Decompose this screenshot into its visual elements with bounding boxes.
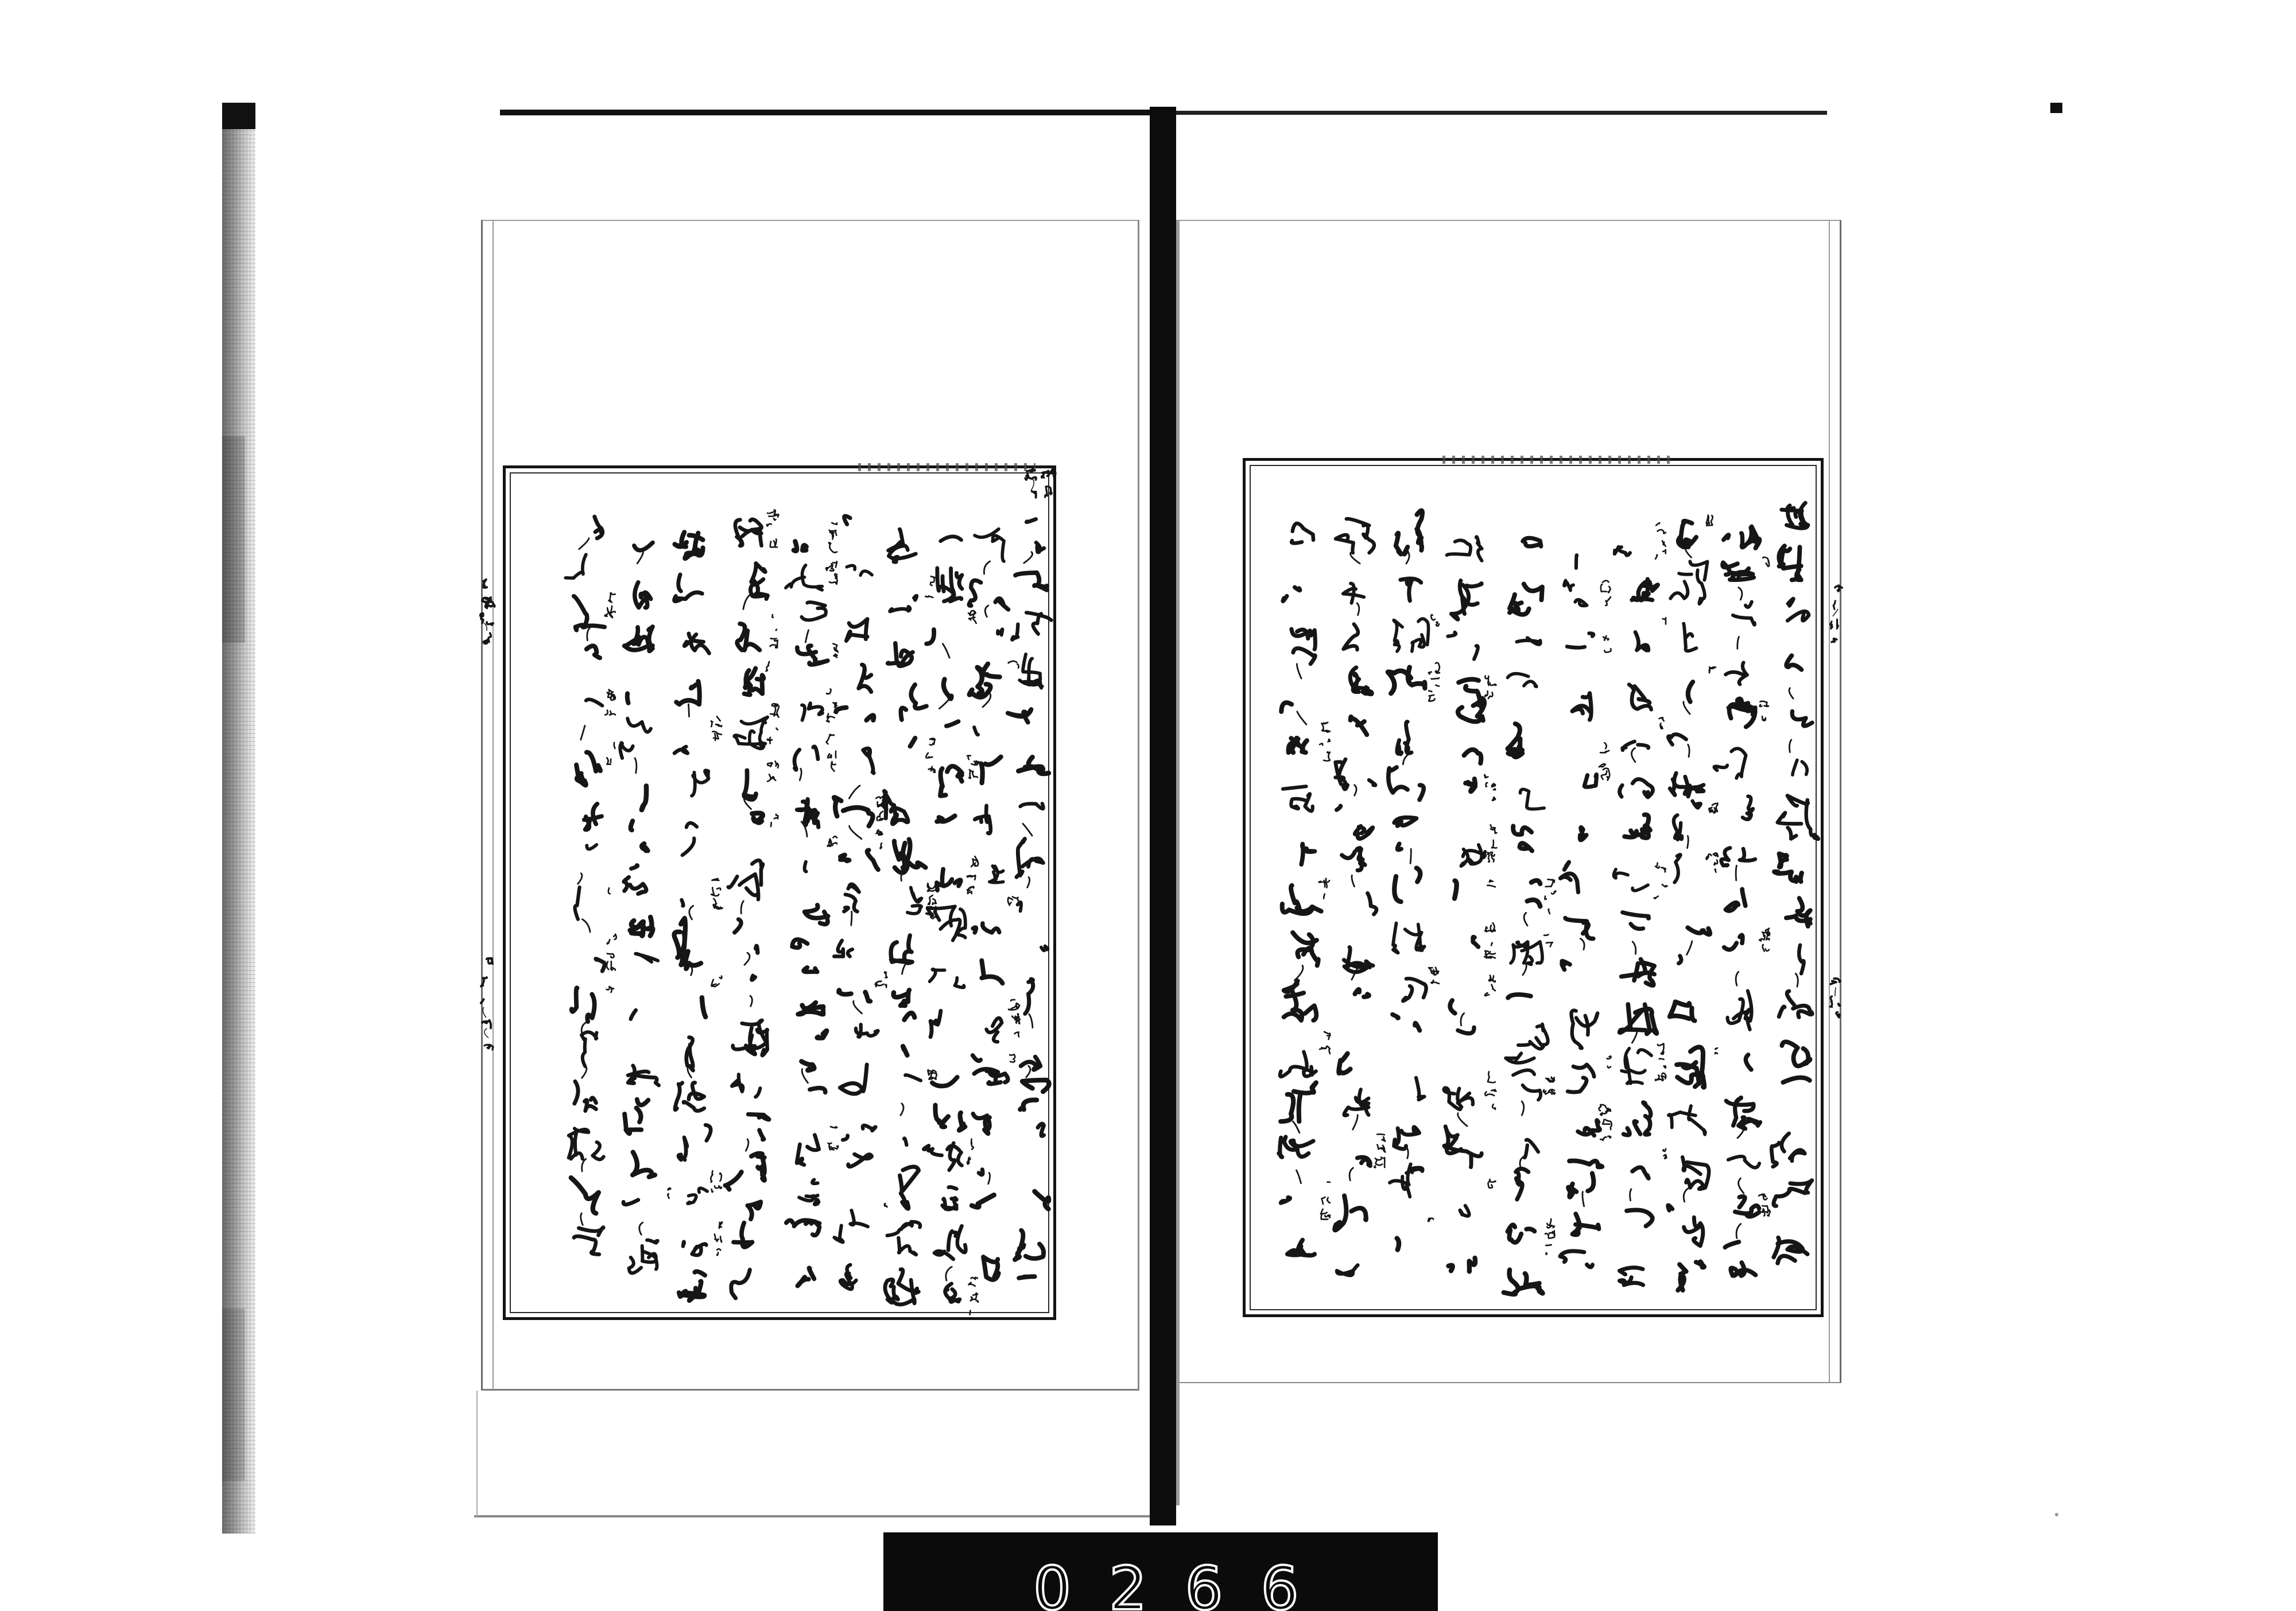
scanner-edge-cap bbox=[222, 103, 255, 129]
scan-corner-mark bbox=[2050, 103, 2062, 113]
book-lower-edge bbox=[474, 1515, 1150, 1517]
left-page-text-frame bbox=[503, 465, 1056, 1320]
binding-shadow bbox=[1176, 220, 1180, 1505]
frame-top-ornament bbox=[858, 463, 1035, 471]
book-binding bbox=[1150, 107, 1176, 1525]
frame-top-ornament bbox=[1442, 456, 1671, 464]
scanner-edge-shadow bbox=[222, 1309, 245, 1481]
top-rule-right bbox=[1176, 111, 1827, 115]
scan-dust-dot bbox=[2055, 1513, 2058, 1516]
scanner-edge-shadow bbox=[222, 436, 245, 643]
right-page-edge-line bbox=[1829, 221, 1830, 1382]
right-page-text-frame bbox=[1243, 458, 1824, 1317]
frame-number-label bbox=[883, 1532, 1438, 1611]
left-page-edge-line bbox=[492, 221, 494, 1389]
right-frame-inner-rule bbox=[1250, 465, 1817, 1310]
book-side-edge bbox=[476, 1391, 478, 1517]
top-rule-left bbox=[500, 110, 1151, 115]
frame-number-text: 0266 bbox=[1033, 1554, 1337, 1611]
left-frame-inner-rule bbox=[510, 472, 1049, 1313]
